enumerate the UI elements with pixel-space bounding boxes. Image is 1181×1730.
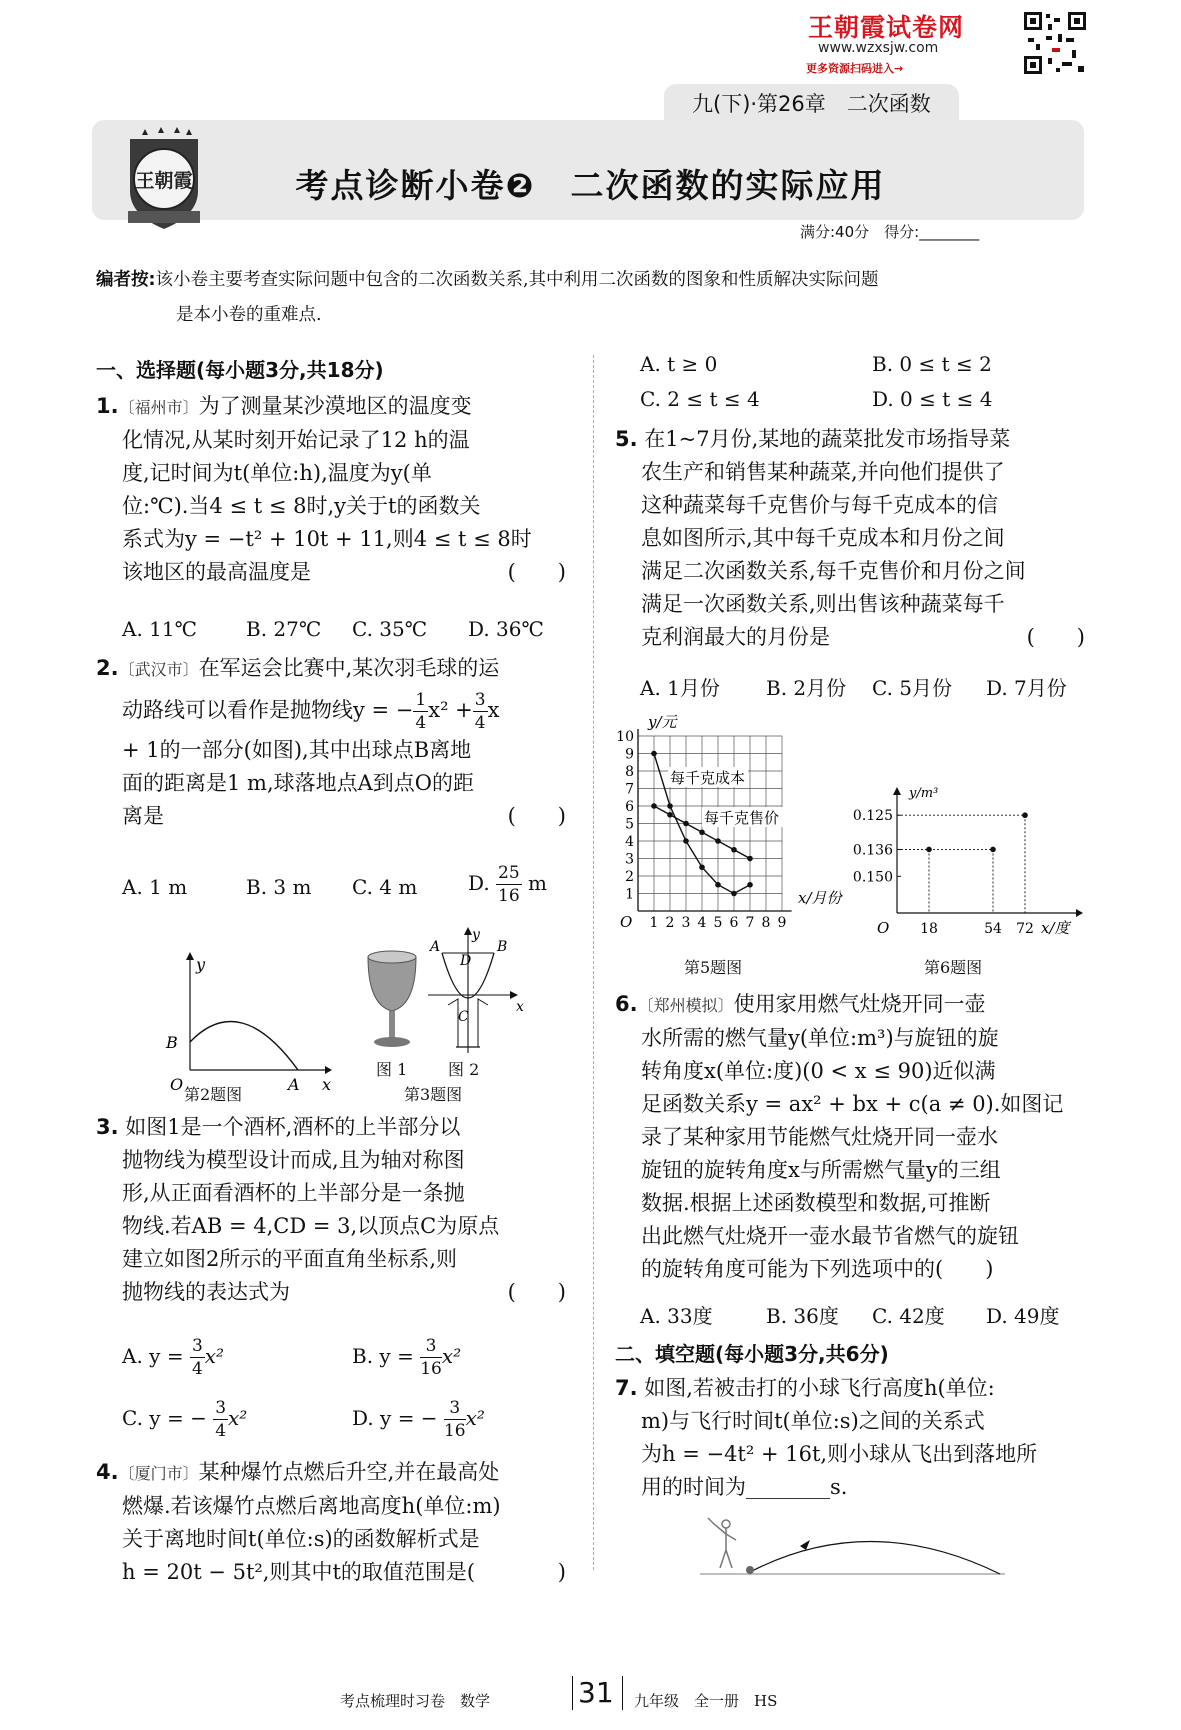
option-var: x² <box>465 1406 485 1430</box>
y-tick-label: 3 <box>625 851 634 868</box>
logo-text: 王朝霞 <box>135 170 193 192</box>
question-5 <box>615 423 1085 654</box>
figure-3 <box>360 925 530 1075</box>
golfer-icon <box>708 1518 736 1568</box>
q4-line: 关于离地时间t(单位:s)的函数解析式是 <box>122 1527 480 1551</box>
page-bracket-left <box>572 1676 573 1710</box>
fraction <box>444 1397 466 1442</box>
q7-line: 为h = −4t² + 16t,则小球从飞出到落地所 <box>641 1442 1038 1466</box>
figure-2 <box>160 950 330 1100</box>
q1-option-a[interactable]: A. 11℃ <box>122 617 197 641</box>
q5-line: 克利润最大的月份是 <box>641 625 830 649</box>
cost-point <box>683 838 689 844</box>
q5-line: 这种蔬菜每千克售价与每千克成本的信 <box>641 493 998 517</box>
q2-line: 动路线可以看作是抛物线y = − <box>122 698 414 722</box>
q1-option-d[interactable]: D. 36℃ <box>468 617 544 641</box>
question-6 <box>615 988 1085 1286</box>
x-tick-label: 8 <box>761 915 771 931</box>
q4-option-c[interactable]: C. 2 ≤ t ≤ 4 <box>640 387 760 411</box>
figure-3-caption: 第3题图 <box>404 1085 463 1104</box>
q6-option-b[interactable]: B. 36度 <box>766 1304 839 1328</box>
figure-6-chart <box>845 785 1085 945</box>
q6-line: 使用家用燃气灶烧开同一壶 <box>733 992 986 1016</box>
numerator: 3 <box>420 1335 442 1358</box>
cost-point <box>699 864 705 870</box>
q6-line: 的旋转角度可能为下列选项中的( ) <box>641 1257 994 1281</box>
q4-option-a[interactable]: A. t ≥ 0 <box>640 352 718 376</box>
q3-line: 如图1是一个酒杯,酒杯的上半部分以 <box>125 1115 461 1139</box>
point-a-label: A <box>288 1075 300 1094</box>
q4-tag: 〔厦门市〕 <box>118 1464 199 1483</box>
q5-line: 满足二次函数关系,每千克售价和月份之间 <box>641 559 1026 583</box>
q3-line: 形,从正面看酒杯的上半部分是一条抛 <box>122 1181 465 1205</box>
q2-line: + 1的一部分(如图),其中出球点B离地 <box>122 738 472 762</box>
q3-line: 抛物线的表达式为 <box>122 1280 290 1304</box>
y-axis-label: y/元 <box>648 713 677 731</box>
figure-7 <box>680 1510 1010 1580</box>
x-label: x <box>516 999 524 1015</box>
q4-number: 4. <box>96 1460 119 1484</box>
price-point <box>715 838 721 844</box>
data-point <box>990 847 996 853</box>
series-label-cost: 每千克成本 <box>670 769 746 787</box>
q1-line: 为了测量某沙漠地区的温度变 <box>198 394 472 418</box>
column-divider <box>593 355 594 1570</box>
q2-number: 2. <box>96 656 119 680</box>
cost-point <box>651 751 657 757</box>
q6-option-a[interactable]: A. 33度 <box>640 1304 713 1328</box>
numerator: 1 <box>415 690 427 710</box>
q5-option-c[interactable]: C. 5月份 <box>872 676 953 700</box>
q3-answer-paren[interactable]: ( ) <box>507 1280 566 1304</box>
brand-hint: 更多资源扫码进入→ <box>806 62 904 75</box>
numerator: 25 <box>498 863 520 883</box>
denominator: 4 <box>415 713 427 733</box>
q2-option-d[interactable] <box>468 862 547 907</box>
q6-line: 旋钮的旋转角度x与所需燃气量y的三组 <box>641 1158 1001 1182</box>
y-tick-label: 8 <box>625 764 634 780</box>
denominator: 16 <box>498 886 520 906</box>
q2-line: 离是 <box>122 804 164 828</box>
y-axis-arrow <box>464 927 472 935</box>
y-tick-label: 0.136 <box>852 842 893 859</box>
q2-tag: 〔武汉市〕 <box>118 660 199 679</box>
goblet-cup <box>368 957 416 1011</box>
point-d-label: D <box>460 953 472 969</box>
editor-note-line1: 该小卷主要考查实际问题中包含的二次函数关系,其中利用二次函数的图象和性质解决实际问题 <box>155 270 879 290</box>
q6-line: 水所需的燃气量y(单位:m³)与旋钮的旋 <box>641 1026 999 1050</box>
question-7 <box>615 1372 1085 1504</box>
page-title: 考点诊断小卷❷ 二次函数的实际应用 <box>295 166 886 205</box>
x-tick-label: 72 <box>1016 921 1034 937</box>
goblet-base <box>374 1037 410 1047</box>
origin-label: O <box>170 1075 184 1094</box>
q1-number: 1. <box>96 394 119 418</box>
figure-2-caption: 第2题图 <box>184 1085 243 1104</box>
y-tick-label: 10 <box>616 729 634 745</box>
q2-answer-paren[interactable]: ( ) <box>507 804 566 828</box>
question-3 <box>96 1111 566 1309</box>
q2-line: x² + <box>428 698 473 722</box>
q6-option-d[interactable]: D. 49度 <box>986 1304 1060 1328</box>
editor-note-line2: 是本小卷的重难点. <box>176 305 322 325</box>
series-label-price: 每千克售价 <box>704 809 780 827</box>
q5-option-a[interactable]: A. 1月份 <box>640 676 720 700</box>
q1-answer-paren[interactable]: ( ) <box>507 560 566 584</box>
q3-option-c[interactable] <box>122 1397 247 1442</box>
option-letter: D. <box>468 871 490 895</box>
denominator: 16 <box>420 1359 442 1379</box>
numerator: 3 <box>474 690 486 710</box>
goblet-rim <box>368 951 416 963</box>
q5-line: 满足一次函数关系,则出售该种蔬菜每千 <box>641 592 1005 616</box>
y-axis-label: y/m³ <box>909 786 939 801</box>
point-a-label: A <box>430 939 441 955</box>
fraction <box>413 689 428 734</box>
brand-name: 王朝霞试卷网 <box>808 13 965 42</box>
y-tick-label: 7 <box>625 781 634 798</box>
x-tick-label: 4 <box>697 915 707 931</box>
x-tick-label: 9 <box>777 915 787 931</box>
chapter-tab: 九(下)·第26章 二次函数 <box>664 84 959 122</box>
q5-option-b[interactable]: B. 2月份 <box>766 676 847 700</box>
q3-line: 抛物线为模型设计而成,且为轴对称图 <box>122 1148 465 1172</box>
q2-option-a[interactable]: A. 1 m <box>122 875 188 899</box>
x-tick-label: 2 <box>665 915 675 931</box>
q5-line: 在1~7月份,某地的蔬菜批发市场指导菜 <box>644 427 1011 451</box>
figure-6-caption: 第6题图 <box>924 958 983 977</box>
q1-line: 该地区的最高温度是 <box>122 560 311 584</box>
y-label: y <box>472 927 480 943</box>
numerator: 3 <box>215 1398 227 1418</box>
y-tick-label: 4 <box>625 834 634 850</box>
q6-line: 录了某种家用节能燃气灶烧开同一壶水 <box>641 1125 998 1149</box>
q2-option-b[interactable]: B. 3 m <box>246 875 312 899</box>
numerator: 3 <box>444 1397 466 1420</box>
option-text: C. y = − <box>122 1406 207 1430</box>
fraction <box>420 1335 442 1380</box>
q5-answer-paren[interactable]: ( ) <box>1026 625 1085 649</box>
q6-line: 足函数关系y = ax² + bx + c(a ≠ 0).如图记 <box>641 1092 1064 1116</box>
option-text: D. y = − <box>352 1406 438 1430</box>
y-tick-label: 5 <box>625 816 634 833</box>
origin-label: O <box>620 913 633 931</box>
x-axis-label: x/度 <box>1041 919 1070 937</box>
x-axis-arrow <box>1076 909 1083 917</box>
denominator: 4 <box>474 713 486 733</box>
footer-left: 考点梳理时习卷 数学 <box>340 1692 491 1710</box>
x-label: x <box>322 1075 332 1094</box>
point-b-label: B <box>497 939 508 955</box>
q2-line: 在军运会比赛中,某次羽毛球的运 <box>198 656 500 680</box>
figure-5-chart <box>608 715 858 940</box>
qr-code[interactable] <box>1022 10 1088 76</box>
q7-number: 7. <box>615 1376 638 1400</box>
q5-line: 息如图所示,其中每千克成本和月份之间 <box>641 526 1005 550</box>
price-point <box>731 847 737 853</box>
price-point <box>747 856 753 862</box>
option-var: x² <box>441 1344 462 1368</box>
x-tick-label: 3 <box>681 915 691 931</box>
x-tick-label: 5 <box>713 915 723 931</box>
cost-point <box>715 882 721 888</box>
plot <box>853 787 1083 937</box>
q6-number: 6. <box>615 992 638 1016</box>
price-point <box>699 829 705 835</box>
footer-right: 九年级 全一册 HS <box>634 1692 778 1710</box>
x-axis-arrow <box>325 1066 332 1074</box>
q6-option-c[interactable]: C. 42度 <box>872 1304 945 1328</box>
page-bracket-right <box>622 1676 623 1710</box>
q6-line: 数据.根据上述函数模型和数据,可推断 <box>641 1191 991 1215</box>
denominator: 4 <box>215 1421 227 1441</box>
q7-answer-blank[interactable]: 用的时间为________s. <box>641 1475 848 1499</box>
question-2 <box>96 652 566 833</box>
section-1-heading: 一、选择题(每小题3分,共18分) <box>96 358 384 382</box>
figure-5-caption: 第5题图 <box>684 958 743 977</box>
q6-tag: 〔郑州模拟〕 <box>637 996 734 1015</box>
figure-3-sub2-caption: 图 2 <box>448 1060 480 1079</box>
origin-label: O <box>877 919 890 937</box>
q4-line: 某种爆竹点燃后升空,并在最高处 <box>198 1460 500 1484</box>
y-axis-arrow <box>186 952 194 960</box>
fraction <box>473 689 488 734</box>
y-tick-label: 6 <box>625 799 634 815</box>
q1-option-b[interactable]: B. 27℃ <box>246 617 322 641</box>
x-axis-arrow <box>510 991 518 999</box>
q5-option-d[interactable]: D. 7月份 <box>986 676 1067 700</box>
x-tick-label: 1 <box>649 915 659 931</box>
data-point <box>1022 812 1028 818</box>
q3-line: 物线.若AB = 4,CD = 3,以顶点C为原点 <box>122 1214 500 1238</box>
y-tick-label: 0.125 <box>852 808 893 825</box>
fraction <box>213 1397 228 1442</box>
q7-line: m)与飞行时间t(单位:s)之间的关系式 <box>641 1409 985 1433</box>
cost-point <box>731 891 737 897</box>
point-c-label: C <box>458 1009 469 1025</box>
q1-line: 位:℃).当4 ≤ t ≤ 8时,y关于t的函数关 <box>122 494 481 518</box>
denominator: 4 <box>191 1359 203 1379</box>
option-text: B. y = <box>352 1344 414 1368</box>
y-tick-label: 9 <box>625 746 634 763</box>
q1-line: 化情况,从某时刻开始记录了12 h的温 <box>122 428 470 452</box>
page-number: 31 <box>578 1676 614 1709</box>
q3-line: 建立如图2所示的平面直角坐标系,则 <box>122 1247 458 1271</box>
price-point <box>683 821 689 827</box>
score-label: 满分:40分 得分:________ <box>800 223 980 241</box>
q3-option-d[interactable] <box>352 1397 485 1442</box>
q2-line: 面的距离是1 m,球落地点A到点O的距 <box>122 771 475 795</box>
denominator: 16 <box>443 1421 466 1441</box>
question-4 <box>96 1456 566 1589</box>
option-text: A. y = <box>122 1344 184 1368</box>
price-point <box>651 803 657 809</box>
q4-answer-paren[interactable]: ) <box>557 1560 566 1584</box>
q5-number: 5. <box>615 427 638 451</box>
ball-trajectory <box>750 1541 1000 1574</box>
option-var: x² <box>204 1344 225 1368</box>
q7-line: 如图,若被击打的小球飞行高度h(单位: <box>644 1376 995 1400</box>
q3-option-b[interactable] <box>352 1335 461 1380</box>
q2-option-c[interactable]: C. 4 m <box>352 875 418 899</box>
fraction <box>496 862 522 907</box>
point-b-label: B <box>166 1033 178 1052</box>
editor-note <box>96 263 879 298</box>
q4-option-d[interactable]: D. 0 ≤ t ≤ 4 <box>872 387 993 411</box>
editor-note-label: 编者按: <box>96 270 156 290</box>
x-tick-label: 7 <box>745 915 755 931</box>
y-tick-label: 2 <box>625 869 634 885</box>
price-point <box>667 812 673 818</box>
question-1 <box>96 390 566 589</box>
q4-line: h = 20t − 5t²,则其中t的取值范围是( <box>122 1560 476 1584</box>
q6-line: 出此燃气灶烧开一壶水最节省燃气的旋钮 <box>641 1224 1019 1248</box>
ball <box>746 1566 754 1574</box>
q4-line: 燃爆.若该爆竹点燃后离地高度h(单位:m) <box>122 1494 501 1518</box>
x-tick-label: 54 <box>984 921 1002 937</box>
goblet-stem <box>389 1011 395 1039</box>
option-unit: m <box>528 871 548 895</box>
section-2-heading: 二、填空题(每小题3分,共6分) <box>615 1342 889 1366</box>
q1-line: 系式为y = −t² + 10t + 11,则4 ≤ t ≤ 8时 <box>122 527 532 551</box>
x-tick-label: 6 <box>729 915 739 931</box>
trajectory-arrow <box>800 1540 810 1550</box>
q6-line: 转角度x(单位:度)(0 < x ≤ 90)近似满 <box>641 1059 996 1083</box>
brand-url[interactable]: www.wzxsjw.com <box>818 40 939 56</box>
q3-option-a[interactable] <box>122 1335 224 1380</box>
y-tick-label: 1 <box>625 886 634 903</box>
y-label: y <box>196 955 206 974</box>
fraction <box>190 1335 205 1380</box>
numerator: 3 <box>191 1336 203 1356</box>
q2-line: x <box>487 698 500 722</box>
y-tick-label: 0.150 <box>852 869 893 886</box>
q3-number: 3. <box>96 1115 119 1139</box>
q4-option-b[interactable]: B. 0 ≤ t ≤ 2 <box>872 352 992 376</box>
q5-line: 农生产和销售某种蔬菜,并向他们提供了 <box>641 460 1005 484</box>
q1-line: 度,记时间为t(单位:h),温度为y(单 <box>122 461 432 485</box>
y-axis-arrow <box>893 787 901 795</box>
cost-point <box>667 803 673 809</box>
q1-option-c[interactable]: C. 35℃ <box>352 617 428 641</box>
figure-3-sub1-caption: 图 1 <box>376 1060 408 1079</box>
cost-point <box>747 882 753 888</box>
x-tick-label: 18 <box>920 921 938 937</box>
x-axis-label: x/月份 <box>798 889 842 907</box>
q1-tag: 〔福州市〕 <box>118 398 199 417</box>
option-var: x² <box>228 1406 248 1430</box>
shuttlecock-path <box>190 1022 298 1070</box>
